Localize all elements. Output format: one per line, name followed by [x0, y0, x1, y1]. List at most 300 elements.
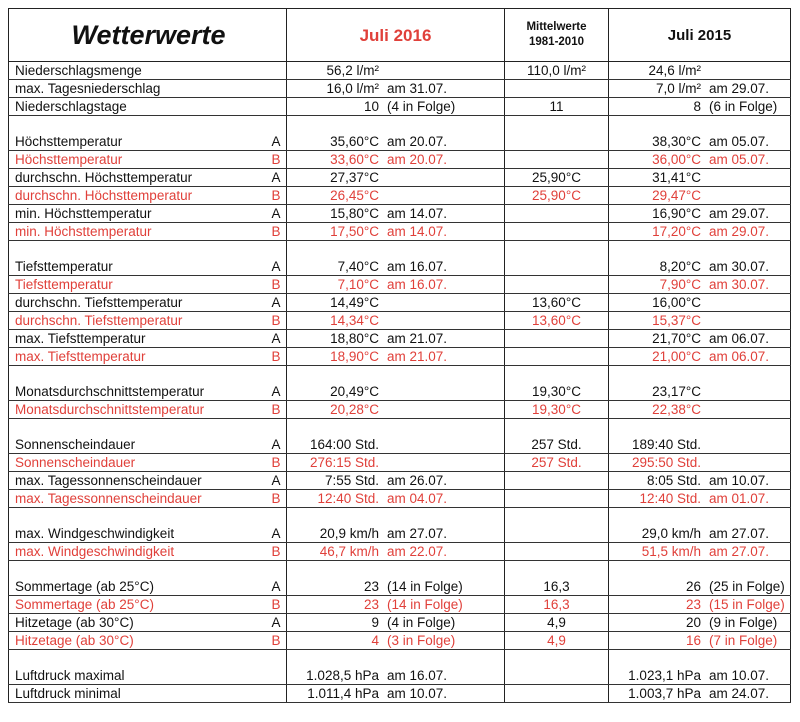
july-2015-cell	[609, 525, 791, 543]
july-2016-detail: am 16.07.	[387, 668, 448, 683]
july-2016-value: 7:55 Std.	[324, 473, 379, 488]
july-2016-value: 18,90°C	[330, 349, 379, 364]
metric-cell	[9, 614, 287, 632]
july-2015-detail: am 10.07.	[709, 668, 770, 683]
metric-cell	[9, 578, 287, 596]
station-marker: B	[271, 633, 281, 648]
spacer-row	[9, 508, 791, 526]
july-2016-cell	[287, 62, 505, 80]
table-row	[9, 578, 791, 596]
july-2015-cell	[609, 348, 791, 366]
metric-cell	[9, 151, 287, 169]
spacer-cell	[609, 561, 791, 579]
table-row	[9, 383, 791, 401]
july-2016-detail: (4 in Folge)	[387, 615, 456, 630]
july-2015-cell	[609, 596, 791, 614]
july-2015-value: 23,17°C	[652, 384, 701, 399]
spacer-cell	[287, 241, 505, 259]
spacer-cell	[609, 116, 791, 134]
july-2016-cell	[287, 578, 505, 596]
station-marker: B	[271, 277, 281, 292]
mean-value: 257 Std.	[531, 437, 582, 452]
mean-cell	[505, 401, 609, 419]
mean-cell	[505, 205, 609, 223]
july-2015-detail: (25 in Folge)	[709, 579, 785, 594]
column-header-july-2016: Juli 2016	[287, 9, 505, 62]
spacer-cell	[287, 366, 505, 384]
metric-cell	[9, 98, 287, 116]
metric-label: Monatsdurchschnittstemperatur	[15, 402, 205, 417]
metric-label: max. Windgeschwindigkeit	[15, 526, 175, 541]
spacer-cell	[9, 116, 287, 134]
july-2015-cell	[609, 667, 791, 685]
july-2015-value: 8,20°C	[659, 259, 701, 274]
july-2016-detail: am 16.07.	[387, 277, 448, 292]
july-2016-detail: (14 in Folge)	[387, 579, 463, 594]
july-2015-cell	[609, 151, 791, 169]
july-2015-cell	[609, 401, 791, 419]
mean-value: 16,3	[543, 597, 570, 612]
station-marker: B	[271, 224, 281, 239]
july-2015-value: 17,20°C	[652, 224, 701, 239]
mean-cell	[505, 80, 609, 98]
header-row	[9, 9, 791, 62]
july-2015-cell	[609, 632, 791, 650]
spacer-row	[9, 419, 791, 437]
july-2015-detail: am 24.07.	[709, 686, 770, 701]
mean-cell	[505, 383, 609, 401]
station-marker: A	[271, 473, 281, 488]
july-2015-cell	[609, 614, 791, 632]
metric-label: Sonnenscheindauer	[15, 437, 136, 452]
metric-label: max. Tagessonnenscheindauer	[15, 473, 202, 488]
july-2016-detail: am 14.07.	[387, 224, 448, 239]
spacer-row	[9, 241, 791, 259]
table-row-station-b	[9, 401, 791, 419]
july-2016-value: 9	[371, 615, 379, 630]
mean-cell	[505, 169, 609, 187]
metric-cell	[9, 348, 287, 366]
july-2016-cell	[287, 80, 505, 98]
july-2016-cell	[287, 133, 505, 151]
july-2015-detail: am 29.07.	[709, 206, 770, 221]
mean-cell	[505, 667, 609, 685]
july-2016-value: 23	[363, 597, 379, 612]
spacer-row	[9, 650, 791, 668]
july-2015-value: 20	[685, 615, 701, 630]
table-row-station-b	[9, 348, 791, 366]
table-row	[9, 667, 791, 685]
metric-label: Hitzetage (ab 30°C)	[15, 633, 134, 648]
mean-value: 110,0 l/m²	[526, 63, 587, 78]
july-2016-detail: am 27.07.	[387, 526, 448, 541]
table-row	[9, 62, 791, 80]
station-marker: B	[271, 349, 281, 364]
table-row	[9, 169, 791, 187]
july-2016-detail: am 21.07.	[387, 331, 448, 346]
station-marker: A	[271, 259, 281, 274]
metric-cell	[9, 276, 287, 294]
metric-label: durchschn. Tiefsttemperatur	[15, 313, 183, 328]
july-2016-value: 276:15 Std.	[309, 455, 379, 470]
weather-values-table	[8, 8, 791, 703]
july-2016-value: 164:00 Std.	[309, 437, 379, 452]
july-2016-cell	[287, 258, 505, 276]
table-row	[9, 685, 791, 703]
metric-cell	[9, 80, 287, 98]
july-2016-value: 10	[363, 99, 379, 114]
july-2016-value: 7,10°C	[337, 277, 379, 292]
metric-cell	[9, 667, 287, 685]
mean-cell	[505, 187, 609, 205]
metric-label: max. Windgeschwindigkeit	[15, 544, 175, 559]
july-2015-cell	[609, 169, 791, 187]
table-title: Wetterwerte	[9, 9, 287, 62]
july-2016-detail: am 04.07.	[387, 491, 448, 506]
mean-cell	[505, 151, 609, 169]
july-2016-cell	[287, 169, 505, 187]
july-2015-cell	[609, 276, 791, 294]
july-2016-detail: (14 in Folge)	[387, 597, 463, 612]
spacer-cell	[505, 419, 609, 437]
july-2016-cell	[287, 223, 505, 241]
july-2016-cell	[287, 525, 505, 543]
metric-label: Monatsdurchschnittstemperatur	[15, 384, 205, 399]
july-2015-cell	[609, 187, 791, 205]
july-2016-value: 1.011,4 hPa	[307, 686, 379, 701]
station-marker: A	[271, 526, 281, 541]
spacer-row	[9, 366, 791, 384]
mean-cell	[505, 472, 609, 490]
table-row-station-b	[9, 490, 791, 508]
july-2016-cell	[287, 632, 505, 650]
metric-label: durchschn. Tiefsttemperatur	[15, 295, 183, 310]
metric-label: durchschn. Höchsttemperatur	[15, 188, 193, 203]
july-2015-value: 1.023,1 hPa	[628, 668, 701, 683]
july-2016-cell	[287, 472, 505, 490]
july-2015-value: 21,70°C	[652, 331, 701, 346]
metric-cell	[9, 205, 287, 223]
july-2016-cell	[287, 614, 505, 632]
metric-label: Hitzetage (ab 30°C)	[15, 615, 134, 630]
july-2016-value: 18,80°C	[330, 331, 379, 346]
mean-cell	[505, 454, 609, 472]
metric-cell	[9, 383, 287, 401]
metric-cell	[9, 490, 287, 508]
metric-cell	[9, 330, 287, 348]
mean-cell	[505, 258, 609, 276]
mean-cell	[505, 133, 609, 151]
july-2016-value: 23	[363, 579, 379, 594]
july-2015-cell	[609, 454, 791, 472]
station-marker: A	[271, 295, 281, 310]
july-2016-cell	[287, 205, 505, 223]
july-2015-cell	[609, 330, 791, 348]
spacer-cell	[287, 650, 505, 668]
july-2015-cell	[609, 62, 791, 80]
metric-cell	[9, 401, 287, 419]
july-2016-detail: am 16.07.	[387, 259, 448, 274]
july-2015-value: 16,00°C	[652, 295, 701, 310]
july-2016-value: 27,37°C	[330, 170, 379, 185]
weather-table-sheet	[8, 8, 790, 719]
july-2015-value: 7,90°C	[659, 277, 701, 292]
spacer-cell	[505, 561, 609, 579]
july-2015-cell	[609, 472, 791, 490]
metric-cell	[9, 525, 287, 543]
july-2016-cell	[287, 330, 505, 348]
metric-cell	[9, 436, 287, 454]
july-2016-value: 26,45°C	[330, 188, 379, 203]
mean-value: 13,60°C	[532, 313, 581, 328]
july-2015-value: 36,00°C	[652, 152, 701, 167]
metric-label: Sommertage (ab 25°C)	[15, 579, 154, 594]
station-marker: A	[271, 134, 281, 149]
july-2015-value: 16,90°C	[652, 206, 701, 221]
table-row	[9, 614, 791, 632]
table-row-station-b	[9, 187, 791, 205]
july-2015-value: 15,37°C	[652, 313, 701, 328]
july-2016-value: 7,40°C	[337, 259, 379, 274]
july-2016-cell	[287, 312, 505, 330]
metric-label: Luftdruck minimal	[15, 686, 121, 701]
july-2016-detail: am 20.07.	[387, 152, 448, 167]
metric-cell	[9, 596, 287, 614]
july-2016-value: 4	[371, 633, 379, 648]
station-marker: B	[271, 597, 281, 612]
july-2016-cell	[287, 685, 505, 703]
spacer-cell	[9, 508, 287, 526]
station-marker: A	[271, 384, 281, 399]
july-2015-value: 295:50 Std.	[631, 455, 701, 470]
mean-cell	[505, 436, 609, 454]
july-2015-value: 16	[685, 633, 701, 648]
july-2016-value: 56,2 l/m²	[326, 63, 379, 78]
july-2016-detail: am 26.07.	[387, 473, 448, 488]
july-2016-detail: am 20.07.	[387, 134, 448, 149]
mean-cell	[505, 543, 609, 561]
station-marker: B	[271, 491, 281, 506]
station-marker: B	[271, 152, 281, 167]
spacer-cell	[505, 116, 609, 134]
metric-cell	[9, 169, 287, 187]
july-2015-cell	[609, 685, 791, 703]
metric-label: max. Tiefsttemperatur	[15, 331, 146, 346]
spacer-row	[9, 116, 791, 134]
july-2016-cell	[287, 490, 505, 508]
july-2016-value: 17,50°C	[330, 224, 379, 239]
mean-cell	[505, 312, 609, 330]
july-2016-value: 20,49°C	[330, 384, 379, 399]
spacer-cell	[9, 650, 287, 668]
metric-label: durchschn. Höchsttemperatur	[15, 170, 193, 185]
table-row-station-b	[9, 276, 791, 294]
july-2015-detail: am 06.07.	[709, 331, 770, 346]
july-2016-value: 20,28°C	[330, 402, 379, 417]
july-2015-cell	[609, 543, 791, 561]
july-2015-value: 12:40 Std.	[639, 491, 701, 506]
july-2015-value: 31,41°C	[652, 170, 701, 185]
july-2015-cell	[609, 223, 791, 241]
metric-label: max. Tagesniederschlag	[15, 81, 161, 96]
spacer-cell	[505, 650, 609, 668]
metric-label: Tiefsttemperatur	[15, 277, 113, 292]
spacer-cell	[609, 508, 791, 526]
mean-header-line-1: Mittelwerte	[526, 21, 587, 33]
spacer-cell	[9, 419, 287, 437]
station-marker: A	[271, 206, 281, 221]
mean-cell	[505, 98, 609, 116]
july-2015-cell	[609, 578, 791, 596]
july-2015-value: 8:05 Std.	[646, 473, 701, 488]
july-2015-detail: am 30.07.	[709, 259, 770, 274]
july-2016-detail: am 14.07.	[387, 206, 448, 221]
table-row	[9, 133, 791, 151]
july-2015-value: 8	[693, 99, 701, 114]
mean-cell	[505, 490, 609, 508]
july-2015-cell	[609, 312, 791, 330]
metric-cell	[9, 187, 287, 205]
spacer-cell	[609, 419, 791, 437]
july-2015-cell	[609, 294, 791, 312]
column-header-mean	[505, 9, 609, 62]
spacer-cell	[9, 561, 287, 579]
column-header-july-2015: Juli 2015	[609, 9, 791, 62]
metric-cell	[9, 543, 287, 561]
table-row-station-b	[9, 151, 791, 169]
mean-header-line-2: 1981-2010	[529, 36, 584, 48]
station-marker: A	[271, 437, 281, 452]
july-2016-value: 1.028,5 hPa	[306, 668, 379, 683]
mean-value: 16,3	[543, 579, 570, 594]
july-2015-detail: (9 in Folge)	[709, 615, 778, 630]
mean-value: 257 Std.	[531, 455, 582, 470]
metric-label: Sonnenscheindauer	[15, 455, 136, 470]
mean-cell	[505, 525, 609, 543]
july-2015-value: 26	[685, 579, 701, 594]
metric-cell	[9, 312, 287, 330]
july-2016-value: 20,9 km/h	[319, 526, 379, 541]
july-2015-value: 38,30°C	[652, 134, 701, 149]
july-2016-detail: am 10.07.	[387, 686, 448, 701]
metric-label: Höchsttemperatur	[15, 152, 123, 167]
july-2015-cell	[609, 436, 791, 454]
july-2016-value: 12:40 Std.	[317, 491, 379, 506]
metric-cell	[9, 294, 287, 312]
metric-cell	[9, 454, 287, 472]
july-2015-detail: (7 in Folge)	[709, 633, 778, 648]
july-2015-value: 21,00°C	[652, 349, 701, 364]
table-row	[9, 525, 791, 543]
spacer-cell	[9, 241, 287, 259]
july-2015-detail: am 01.07.	[709, 491, 770, 506]
metric-cell	[9, 133, 287, 151]
spacer-cell	[609, 241, 791, 259]
spacer-cell	[505, 241, 609, 259]
metric-label: Niederschlagsmenge	[15, 63, 142, 78]
july-2016-cell	[287, 401, 505, 419]
july-2016-cell	[287, 294, 505, 312]
metric-cell	[9, 632, 287, 650]
july-2016-value: 14,49°C	[330, 295, 379, 310]
metric-label: Tiefsttemperatur	[15, 259, 113, 274]
metric-cell	[9, 472, 287, 490]
july-2016-value: 33,60°C	[330, 152, 379, 167]
metric-label: Sommertage (ab 25°C)	[15, 597, 154, 612]
spacer-row	[9, 561, 791, 579]
mean-value: 19,30°C	[532, 402, 581, 417]
spacer-cell	[287, 116, 505, 134]
mean-value: 13,60°C	[532, 295, 581, 310]
july-2016-value: 16,0 l/m²	[326, 81, 379, 96]
station-marker: A	[271, 615, 281, 630]
mean-value: 4,9	[547, 615, 566, 630]
july-2016-cell	[287, 667, 505, 685]
metric-cell	[9, 62, 287, 80]
table-row	[9, 80, 791, 98]
july-2015-cell	[609, 383, 791, 401]
table-row	[9, 472, 791, 490]
july-2015-detail: am 30.07.	[709, 277, 770, 292]
mean-cell	[505, 223, 609, 241]
metric-label: min. Höchsttemperatur	[15, 224, 152, 239]
mean-value: 25,90°C	[532, 170, 581, 185]
metric-label: max. Tiefsttemperatur	[15, 349, 146, 364]
table-row-station-b	[9, 223, 791, 241]
july-2016-detail: am 31.07.	[387, 81, 448, 96]
metric-cell	[9, 258, 287, 276]
mean-cell	[505, 596, 609, 614]
july-2015-cell	[609, 205, 791, 223]
july-2016-detail: am 21.07.	[387, 349, 448, 364]
mean-cell	[505, 330, 609, 348]
july-2016-cell	[287, 187, 505, 205]
mean-cell	[505, 685, 609, 703]
metric-label: max. Tagessonnenscheindauer	[15, 491, 202, 506]
july-2015-detail: am 05.07.	[709, 152, 770, 167]
july-2016-cell	[287, 348, 505, 366]
july-2015-detail: am 27.07.	[709, 544, 770, 559]
mean-cell	[505, 632, 609, 650]
july-2015-value: 23	[685, 597, 701, 612]
july-2015-cell	[609, 133, 791, 151]
table-row-station-b	[9, 312, 791, 330]
july-2016-cell	[287, 276, 505, 294]
july-2016-cell	[287, 383, 505, 401]
table-row	[9, 205, 791, 223]
metric-cell	[9, 223, 287, 241]
table-row	[9, 330, 791, 348]
table-row	[9, 98, 791, 116]
station-marker: A	[271, 331, 281, 346]
july-2015-value: 22,38°C	[652, 402, 701, 417]
table-body	[9, 9, 791, 703]
metric-label: Niederschlagstage	[15, 99, 127, 114]
july-2015-value: 51,5 km/h	[641, 544, 701, 559]
station-marker: B	[271, 544, 281, 559]
station-marker: B	[271, 402, 281, 417]
july-2016-detail: (4 in Folge)	[387, 99, 456, 114]
july-2016-cell	[287, 454, 505, 472]
table-row	[9, 436, 791, 454]
july-2016-detail: am 22.07.	[387, 544, 448, 559]
july-2015-value: 24,6 l/m²	[648, 63, 701, 78]
mean-cell	[505, 62, 609, 80]
table-row-station-b	[9, 596, 791, 614]
spacer-cell	[609, 650, 791, 668]
table-row	[9, 258, 791, 276]
july-2016-detail: (3 in Folge)	[387, 633, 456, 648]
